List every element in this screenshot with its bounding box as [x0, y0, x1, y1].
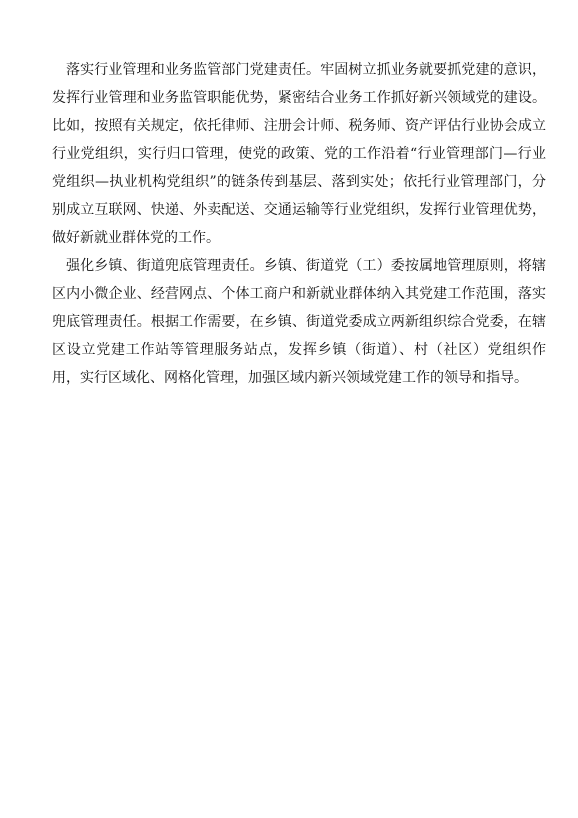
paragraph-township-responsibility: 强化乡镇、街道兜底管理责任。乡镇、街道党（工）委按属地管理原则，将辖区内小微企业、经营网点、个体工商户和新就业群体纳入其党建工作范围，落实兜底管理责任。根据工作需要，在乡镇、街道党委成立两新组织综合党委，在辖区设立党建工作站等管理服务站点，发挥乡镇（街道）、村（社区）党组织作用，实行区域化、网格化管理，加强区域内新兴领域党建工作的领导和指导。 [52, 258, 546, 386]
document-body [52, 56, 546, 392]
paragraph-industry-responsibility: 落实行业管理和业务监管部门党建责任。牢固树立抓业务就要抓党建的意识，发挥行业管理和业务监管职能优势，紧密结合业务工作抓好新兴领域党的建设。比如，按照有关规定，依托律师、注册会计师、税务师、资产评估行业协会成立行业党组织，实行归口管理，使党的政策、党的工作沿着“行业管理部门—行业党组织—执业机构党组织”的链条传到基层、落到实处；依托行业管理部门，分别成立互联网、快递、外卖配送、交通运输等行业党组织，发挥行业管理优势，做好新就业群体党的工作。 [52, 62, 546, 246]
